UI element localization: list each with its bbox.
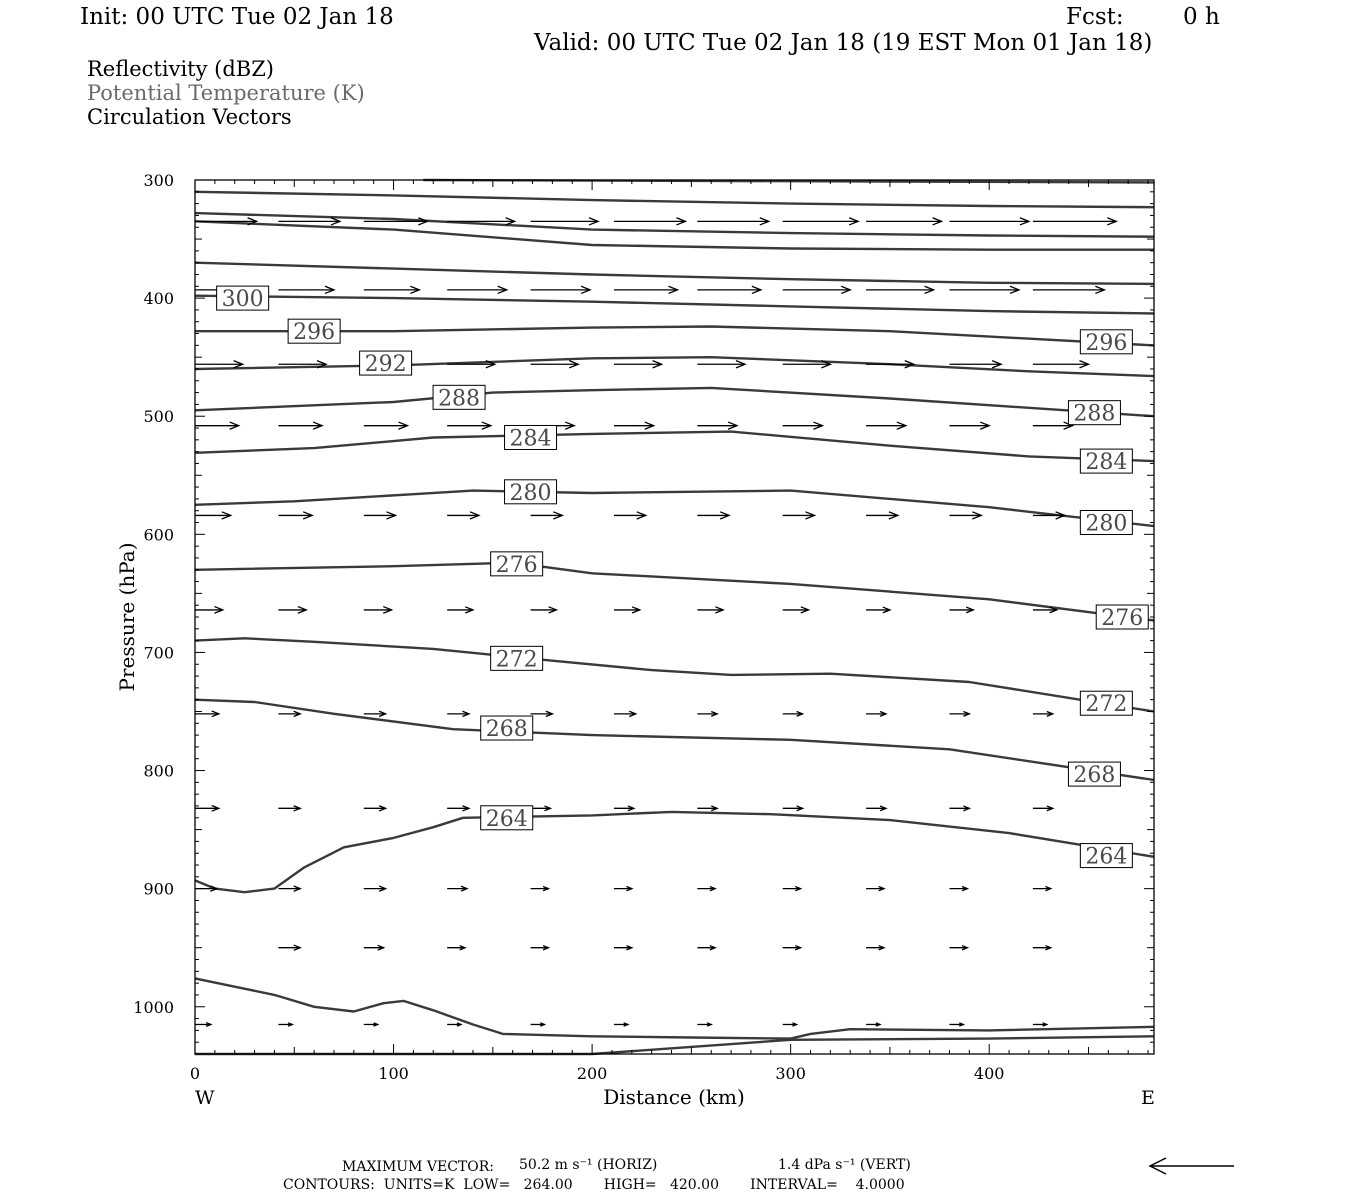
circulation-vector (447, 607, 473, 613)
svg-text:280: 280 (1085, 511, 1128, 537)
contour-label (217, 286, 269, 312)
circulation-vector (278, 1023, 292, 1026)
circulation-vector (531, 218, 599, 225)
theta-contour-8 (195, 388, 1154, 416)
x-tick-label: 300 (775, 1064, 806, 1083)
circulation-vector (697, 286, 761, 293)
theta-contour-5 (195, 296, 1154, 314)
circulation-vector (949, 1023, 963, 1026)
circulation-vector (697, 1023, 711, 1026)
circulation-vector (531, 946, 549, 950)
contour-label (1068, 401, 1120, 427)
circulation-vector (783, 806, 803, 811)
circulation-vector (364, 945, 384, 950)
svg-text:284: 284 (509, 426, 552, 452)
y-tick-label: 600 (143, 525, 174, 545)
x-tick-label: 100 (378, 1064, 409, 1083)
y-tick-label: 700 (143, 643, 174, 663)
theta-contour-4 (195, 263, 1154, 284)
svg-text:276: 276 (1101, 606, 1144, 631)
y-tick-labels (133, 171, 174, 1017)
circulation-vector (278, 607, 306, 614)
circulation-vector (949, 218, 1028, 225)
west-label: W (195, 1087, 215, 1109)
y-axis-label: Pressure (hPa) (115, 542, 139, 692)
circulation-vector (364, 607, 392, 614)
circulation-vector (1033, 887, 1051, 891)
circulation-vector (1033, 286, 1104, 293)
circulation-vector (614, 1023, 628, 1026)
circulation-vector (949, 512, 981, 519)
circulation-vector (1033, 711, 1053, 716)
circulation-vector (697, 806, 717, 811)
forecast-label: Fcst: (1066, 4, 1124, 30)
field-potential-temperature: Potential Temperature (K) (87, 81, 365, 105)
y-tick-label: 300 (143, 171, 174, 190)
circulation-vector (614, 711, 636, 716)
circulation-vector (949, 286, 1018, 293)
circulation-vector (783, 711, 803, 716)
circulation-vector (447, 886, 467, 891)
circulation-vector (364, 1023, 378, 1026)
circulation-vector (364, 422, 408, 429)
circulation-vector (783, 218, 858, 225)
circulation-vector (447, 1023, 461, 1026)
circulation-vector (531, 512, 563, 519)
max-vector-horizontal: 50.2 m s⁻¹ (HORIZ) (519, 1157, 658, 1173)
svg-text:288: 288 (1073, 401, 1116, 427)
circulation-vector (783, 422, 823, 429)
circulation-vector (195, 1023, 211, 1027)
circulation-vector (783, 887, 801, 891)
y-tick-label: 400 (143, 289, 174, 309)
circulation-vector (364, 512, 396, 519)
circulation-vector (614, 512, 646, 519)
svg-text:272: 272 (495, 647, 538, 673)
circulation-vector (949, 711, 969, 716)
circulation-vector (614, 607, 640, 613)
svg-text:276: 276 (495, 552, 538, 578)
svg-text:272: 272 (1085, 692, 1128, 718)
circulation-vector (697, 422, 737, 429)
theta-contour-308 (195, 192, 1154, 207)
circulation-vector (531, 607, 557, 613)
theta-contour-304 (195, 213, 1154, 237)
theta-contour-12 (195, 638, 1154, 711)
circulation-vector (195, 607, 223, 614)
contour-label (433, 385, 485, 411)
svg-text:288: 288 (438, 386, 481, 412)
circulation-vector (447, 806, 469, 811)
circulation-vector (614, 946, 632, 950)
theta-contour-7 (195, 357, 1154, 376)
circulation-vector (1033, 806, 1053, 811)
theta-contour-14 (195, 812, 1154, 892)
theta-contour-13 (195, 700, 1154, 780)
contour-label (481, 806, 533, 832)
circulation-vector (866, 607, 890, 613)
contour-label (491, 646, 543, 672)
circulation-vector (783, 946, 801, 950)
circulation-vector (866, 946, 884, 950)
contours-info: CONTOURS: UNITS=K LOW= 264.00 HIGH= 420.00 INTERVAL= 4.0000 (283, 1177, 905, 1193)
circulation-vector (866, 218, 941, 225)
contour-label (360, 351, 412, 377)
circulation-vector (364, 286, 420, 293)
contour-label (481, 716, 533, 742)
y-tick-label: 500 (143, 407, 174, 427)
x-tick-labels (190, 1064, 1005, 1083)
circulation-vector (614, 218, 685, 225)
circulation-vector (866, 422, 906, 429)
circulation-vector (1033, 1023, 1047, 1026)
circulation-vector (278, 711, 300, 716)
theta-contour-9 (195, 432, 1154, 462)
y-tick-label: 800 (143, 761, 174, 781)
circulation-vector (278, 806, 300, 811)
valid-time: Valid: 00 UTC Tue 02 Jan 18 (19 EST Mon 01 Jan 18) (534, 30, 1153, 56)
circulation-vector (866, 1023, 880, 1026)
svg-text:284: 284 (1085, 450, 1128, 476)
x-tick-label: 200 (576, 1064, 608, 1083)
circulation-vector (278, 422, 322, 429)
forecast-hour: 0 h (1183, 4, 1220, 30)
contour-label (1080, 330, 1132, 356)
circulation-vector (1033, 361, 1089, 368)
circulation-vector (783, 1023, 797, 1026)
circulation-vector (614, 286, 678, 293)
circulation-vector (783, 286, 851, 293)
x-tick-label: 0 (189, 1064, 201, 1083)
circulation-vector (278, 512, 312, 519)
theta-contour-16 (195, 1036, 1154, 1054)
circulation-vector (949, 607, 973, 613)
circulation-vector (531, 887, 549, 891)
circulation-vector (866, 361, 914, 368)
svg-text:296: 296 (293, 320, 336, 346)
circulation-vector (531, 806, 551, 811)
contour-label (1080, 691, 1132, 717)
contour-label (1080, 844, 1132, 870)
circulation-vector (614, 361, 662, 368)
field-circulation-vectors: Circulation Vectors (87, 105, 292, 129)
contour-label (1068, 762, 1120, 788)
circulation-vector (531, 361, 579, 368)
svg-text:264: 264 (485, 806, 528, 832)
contour-label (1080, 449, 1132, 475)
circulation-vector (531, 711, 553, 716)
circulation-vector (697, 946, 715, 950)
svg-text:264: 264 (1085, 844, 1128, 870)
circulation-vector (447, 422, 491, 429)
circulation-vector (866, 806, 886, 811)
svg-text:268: 268 (485, 717, 528, 743)
svg-text:300: 300 (221, 287, 264, 313)
circulation-vector (614, 806, 634, 811)
y-tick-label: 1000 (133, 997, 174, 1017)
circulation-vector (364, 886, 386, 891)
circulation-vector (1033, 607, 1057, 613)
reference-vector-arrow (1150, 1158, 1234, 1174)
circulation-vector (195, 361, 243, 368)
field-reflectivity: Reflectivity (dBZ) (87, 57, 275, 81)
init-time: Init: 00 UTC Tue 02 Jan 18 (80, 4, 394, 30)
circulation-vector (614, 422, 654, 429)
circulation-vector (697, 361, 745, 368)
circulation-vector (447, 711, 469, 716)
circulation-vector (949, 422, 989, 429)
circulation-vector (531, 286, 591, 293)
contour-label (491, 552, 543, 578)
circulation-vector (866, 711, 886, 716)
svg-text:296: 296 (1085, 330, 1128, 356)
circulation-vector (364, 711, 386, 716)
circulation-vector (447, 946, 465, 950)
circulation-vector (278, 286, 334, 293)
contour-label (505, 425, 557, 451)
east-label: E (1141, 1087, 1155, 1109)
max-vector-vertical: 1.4 dPa s⁻¹ (VERT) (778, 1157, 911, 1173)
circulation-vector (949, 806, 969, 811)
contour-label (505, 480, 557, 506)
x-axis-label: Distance (km) (603, 1085, 745, 1109)
x-tick-label: 400 (973, 1064, 1005, 1083)
theta-contour-15 (195, 978, 1154, 1038)
max-vector-label: MAXIMUM VECTOR: (342, 1159, 494, 1175)
y-tick-label: 900 (143, 879, 174, 899)
circulation-vector (697, 512, 729, 519)
circulation-vector (949, 887, 967, 891)
circulation-vector (447, 286, 507, 293)
svg-text:292: 292 (364, 352, 407, 378)
circulation-vector (447, 512, 479, 519)
circulation-vector (1033, 422, 1073, 429)
contour-label (1096, 605, 1148, 631)
theta-contour-10 (195, 491, 1154, 526)
circulation-vector (278, 218, 340, 225)
circulation-vector (278, 945, 300, 950)
circulation-vector (278, 886, 300, 891)
circulation-vector (614, 887, 632, 891)
circulation-vector (866, 887, 884, 891)
circulation-vector (697, 711, 717, 716)
theta-contour-11 (195, 563, 1154, 621)
contour-label (1080, 511, 1132, 537)
circulation-vector (364, 806, 386, 811)
circulation-vector (949, 946, 967, 950)
circulation-vector (866, 286, 934, 293)
svg-text:280: 280 (509, 480, 552, 506)
circulation-vector (783, 607, 809, 613)
circulation-vector (1033, 946, 1051, 950)
svg-text:268: 268 (1073, 763, 1116, 789)
contour-label (288, 319, 340, 345)
theta-contours (195, 180, 1154, 1054)
circulation-vector (697, 887, 715, 891)
circulation-vector (1033, 218, 1116, 225)
circulation-vector (195, 512, 231, 519)
circulation-vector (783, 512, 815, 519)
circulation-vector (195, 422, 239, 429)
circulation-vector (531, 1023, 545, 1026)
circulation-vector (866, 512, 898, 519)
circulation-vector (697, 607, 723, 613)
circulation-vector (697, 218, 768, 225)
